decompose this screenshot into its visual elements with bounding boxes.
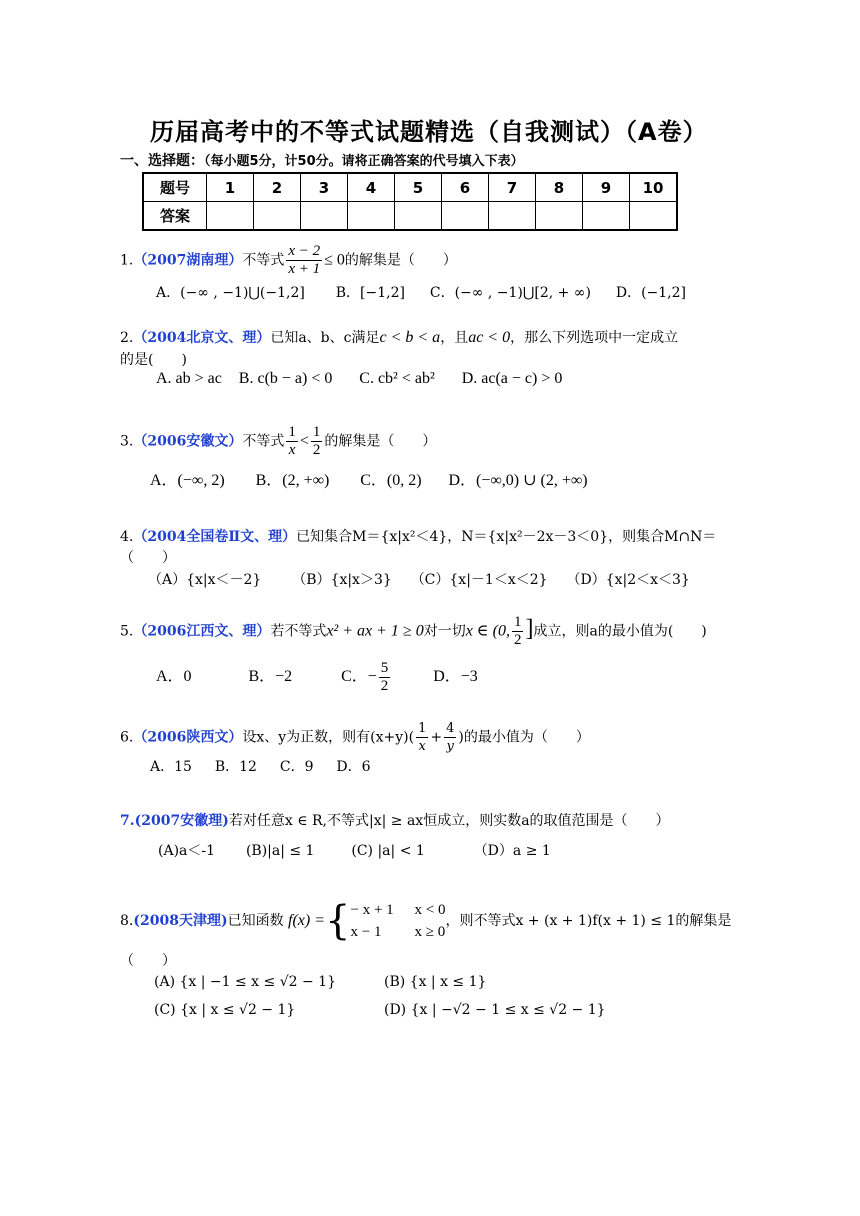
question-2-options: [156, 370, 562, 388]
fraction: $\frac{4}{y}$: [446, 721, 455, 754]
option-b[interactable]: (B) {x | x ≤ 1}: [384, 974, 487, 990]
answer-cell[interactable]: [489, 202, 536, 231]
option-c[interactable]: C．− $\frac{5}{2}$: [341, 660, 389, 694]
answer-cell[interactable]: [395, 202, 442, 231]
fraction: $\frac{1}{2}$: [513, 614, 522, 648]
question-3: 3.（2006安徽文）不等式 $\frac{1}{x}$ < $\frac{1}{2}$ 的解集是（ ）: [120, 424, 437, 458]
question-4-options: [148, 569, 690, 589]
option-b[interactable]: B．−2: [248, 668, 293, 686]
answer-cell[interactable]: [536, 202, 583, 231]
option-c[interactable]: C．(0, 2): [360, 472, 422, 489]
option-d[interactable]: (D) {x | −√2 − 1 ≤ x ≤ √2 − 1}: [384, 1002, 606, 1018]
option-a[interactable]: A．(−∞, 2): [150, 472, 225, 489]
section-note: （每小题5分，计50分。请将正确答案的代号填入下表）: [204, 154, 524, 169]
answer-table-answer-row: [143, 202, 677, 231]
option-b[interactable]: （B）{x|x＞3}: [292, 572, 392, 588]
question-source: （2006陕西文）: [133, 729, 243, 746]
table-cell: 题号: [143, 173, 207, 202]
option-c[interactable]: (C) |a| < 1: [351, 843, 425, 859]
option-a[interactable]: A．15: [150, 759, 192, 775]
question-4-line2: （ ）: [120, 550, 176, 566]
option-c[interactable]: C. cb² < ab²: [359, 370, 435, 387]
option-d[interactable]: D. ac(a − c) > 0: [461, 370, 563, 387]
answer-table: [142, 172, 678, 231]
question-6: 6.（2006陕西文）设x、y为正数，则有(x+y)( $\frac{1}{x}$ + $\frac{4}{y}$ )的最小值为（ ）: [120, 721, 590, 754]
left-brace-icon: {: [325, 898, 351, 944]
question-1: 1.（2007湖南理）不等式 $\frac{x - 2}{x + 1}$ ≤ 0的解集是（ ）: [120, 243, 457, 277]
question-2-line2: 的是( ): [120, 352, 187, 368]
option-b[interactable]: B．(2, +∞): [255, 472, 330, 489]
option-c[interactable]: （C）{x|－1＜x＜2}: [410, 572, 548, 588]
section-header: [120, 150, 524, 170]
fraction: $\frac{5}{2}$: [380, 660, 389, 694]
piecewise: − x + 1 x < 0 x − 1 x ≥ 0: [350, 902, 446, 940]
question-5: 5.（2006江西文、理）若不等式x² + ax + 1 ≥ 0对一切x ∈ (0, $\frac{1}{2}$ ]成立，则a的最小值为( ): [120, 614, 707, 648]
table-cell: 1: [207, 173, 254, 202]
fraction: $\frac{1}{x}$: [418, 721, 427, 754]
table-cell: 9: [583, 173, 630, 202]
option-a[interactable]: A．(−∞ , −1)⋃(−1,2]: [156, 285, 305, 301]
page-title: 历届高考中的不等式试题精选（自我测试）（A卷）: [150, 118, 708, 146]
table-cell: 5: [395, 173, 442, 202]
option-b[interactable]: B．12: [214, 759, 257, 775]
option-d[interactable]: D．−3: [433, 668, 478, 686]
option-a[interactable]: (A)a＜-1: [158, 843, 216, 859]
question-7-options: [158, 840, 551, 860]
option-b[interactable]: B．[−1,2]: [335, 285, 405, 301]
table-cell: 3: [301, 173, 348, 202]
question-6-options: [150, 756, 371, 776]
table-cell: 10: [630, 173, 678, 202]
table-cell: 6: [442, 173, 489, 202]
option-c[interactable]: (C) {x | x ≤ √2 − 1}: [154, 1002, 296, 1018]
question-8: 8.(2008天津理)已知函数 f(x) ={ − x + 1 x < 0 x − 1 x ≥ 0 ，则不等式x + (x + 1)f(x + 1) ≤ 1的解集是: [120, 898, 732, 944]
answer-cell[interactable]: [254, 202, 301, 231]
question-1-options: [156, 282, 686, 302]
table-cell: 8: [536, 173, 583, 202]
fraction: $\frac{1}{x}$: [288, 424, 296, 458]
option-d[interactable]: （D）{x|2＜x＜3}: [566, 572, 690, 588]
question-2: 2.（2004北京文、理）已知a、b、c满足c < b < a，且ac < 0，那么下列选项中一定成立: [120, 329, 679, 346]
option-d[interactable]: （D）a ≥ 1: [473, 843, 551, 859]
answer-cell[interactable]: [348, 202, 395, 231]
question-source: （2004北京文、理）: [133, 330, 271, 346]
question-3-options: [150, 467, 588, 490]
fraction: $\frac{1}{2}$: [312, 424, 321, 458]
option-d[interactable]: D．6: [336, 759, 371, 775]
answer-table-header-row: [143, 173, 677, 202]
option-b[interactable]: (B)|a| ≤ 1: [245, 843, 315, 859]
answer-cell[interactable]: [630, 202, 678, 231]
table-cell: 答案: [143, 202, 207, 231]
answer-cell[interactable]: [301, 202, 348, 231]
option-d[interactable]: D．(−1,2]: [615, 285, 686, 301]
answer-cell[interactable]: [207, 202, 254, 231]
table-cell: 7: [489, 173, 536, 202]
question-source: （2004全国卷Ⅱ文、理）: [133, 529, 297, 545]
question-5-options: [156, 660, 478, 695]
option-b[interactable]: B. c(b − a) < 0: [238, 370, 333, 387]
question-7: 7.(2007安徽理)若对任意x ∈ R,不等式|x| ≥ ax恒成立，则实数a的取值范围是（ ）: [120, 813, 670, 829]
question-source: (2008天津理): [133, 913, 228, 929]
question-source: (2007安徽理): [134, 813, 229, 829]
question-source: （2006江西文、理）: [133, 623, 271, 640]
table-cell: 4: [348, 173, 395, 202]
option-a[interactable]: (A) {x | −1 ≤ x ≤ √2 − 1}: [154, 974, 336, 990]
fraction: $\frac{x - 2}{x + 1}$: [288, 243, 321, 277]
answer-cell[interactable]: [583, 202, 630, 231]
option-a[interactable]: A．0: [156, 668, 192, 686]
option-c[interactable]: C．9: [279, 759, 314, 775]
option-a[interactable]: A. ab > ac: [156, 370, 222, 387]
table-cell: 2: [254, 173, 301, 202]
question-8-line2: （ ）: [120, 953, 176, 969]
answer-cell[interactable]: [442, 202, 489, 231]
option-a[interactable]: （A）{x|x＜－2}: [148, 572, 262, 588]
option-d[interactable]: D．(−∞,0) ∪ (2, +∞): [448, 472, 588, 489]
question-source: （2006安徽文）: [133, 433, 243, 450]
question-source: （2007湖南理）: [133, 252, 243, 269]
option-c[interactable]: C．(−∞ , −1)⋃[2, + ∞): [429, 285, 591, 301]
question-4: 4.（2004全国卷Ⅱ文、理）已知集合M＝{x|x²＜4}，N＝{x|x²－2x－3＜0}，则集合M∩N＝: [120, 529, 717, 545]
section-label: 一、选择题：: [120, 153, 204, 169]
